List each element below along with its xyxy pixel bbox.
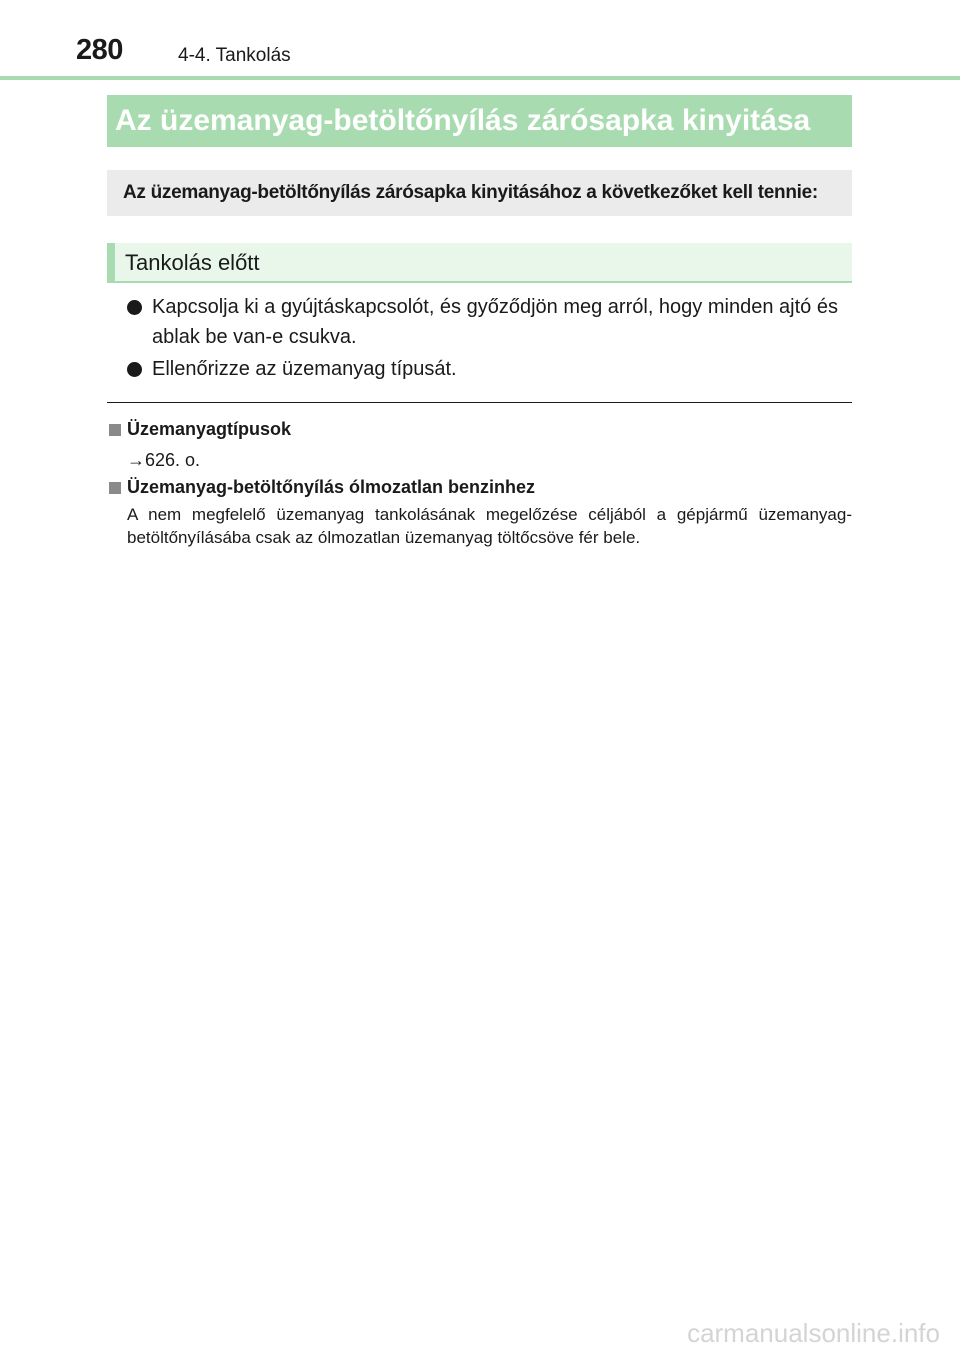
bullet-text: Ellenőrizze az üzemanyag típusát. [152, 358, 457, 380]
section-divider [107, 402, 852, 403]
square-bullet-icon [109, 424, 121, 436]
intro-box [107, 170, 852, 216]
bullet-item [125, 292, 852, 352]
bullet-text: Kapcsolja ki a gyújtáskapcsolót, és győződjön meg arról, hogy minden ajtó és ablak be van-e csukva. [152, 296, 838, 348]
bullet-list [125, 292, 852, 386]
note-unleaded-filler [107, 474, 852, 549]
watermark: carmanualsonline.info [687, 1318, 940, 1348]
square-bullet-icon [109, 482, 121, 494]
sub-heading-bar [107, 243, 852, 283]
sub-heading: Tankolás előtt [125, 250, 260, 275]
note-title [107, 416, 852, 442]
section-label: 4-4. Tankolás [178, 45, 291, 66]
bullet-dot-icon [127, 300, 142, 315]
bullet-dot-icon [127, 362, 142, 377]
main-title: Az üzemanyag-betöltőnyílás zárósapka kinyitása [115, 104, 811, 137]
page-reference-text: 626. o. [145, 450, 201, 470]
page-number: 280 [76, 34, 123, 66]
note-title [107, 474, 852, 500]
page-header [0, 0, 960, 80]
note-fuel-types [107, 416, 852, 474]
arrow-right-icon: → [127, 450, 145, 470]
header-rule [0, 76, 960, 80]
note-title-text: Üzemanyagtípusok [127, 419, 292, 439]
bullet-item [125, 354, 852, 384]
note-title-text: Üzemanyag-betöltőnyílás ólmozatlan benzinhez [127, 477, 536, 497]
page-reference[interactable] [107, 446, 852, 474]
intro-text: Az üzemanyag-betöltőnyílás zárósapka kinyitásához a következőket kell tennie: [123, 182, 818, 203]
main-title-bar [107, 95, 852, 147]
note-body: A nem megfelelő üzemanyag tankolásának megelőzése céljából a gépjármű üzemanyag-betöltőnyílásába csak az ólmozatlan üzemanyag töltőcsöve fér bele. [127, 505, 852, 547]
